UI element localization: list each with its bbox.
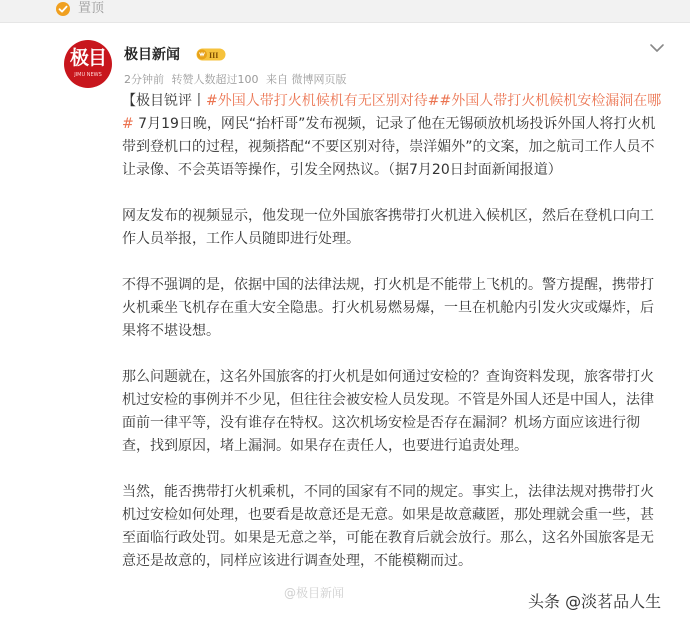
- avatar[interactable]: [64, 40, 112, 88]
- post-meta: [124, 72, 351, 88]
- post-source: 来自 微博网页版: [266, 73, 347, 86]
- repost-count: 转赞人数超过100: [171, 73, 259, 86]
- svg-text:III: III: [209, 51, 219, 60]
- weibo-post-card: [48, 23, 690, 627]
- paragraph-1-text: 7月19日晚，网民“抬杆哥”发布视频，记录了他在无锡硕放机场投诉外国人将打火机带到登机口的过程，视频搭配“不要区别对待，崇洋媚外”的文案，加之航司工作人员不让录像、不会英语等操作，引发全网热议。（据7月20日封面新闻报道）: [122, 116, 656, 178]
- pin-label: 置顶: [78, 1, 105, 16]
- paragraph-1: [122, 90, 662, 182]
- pin-icon: [55, 1, 71, 17]
- paragraph-5: 当然，能否携带打火机乘机，不同的国家有不同的规定。事实上，法律法规对携带打火机过安检如何处理，也要看是故意还是无意。如果是故意藏匿，那处理就会重一些，甚至面临行政处罚。如果是无意之举，可能在教育后就会放行。那么，这名外国旅客是无意还是故意的，同样应该进行调查处理，不能模糊而过。: [122, 484, 654, 569]
- vip-badge-icon: [196, 46, 226, 63]
- top-bar: [0, 0, 690, 23]
- post-time[interactable]: 2分钟前: [124, 73, 164, 86]
- post-content: [122, 90, 662, 596]
- watermark: @极目新闻: [284, 586, 345, 600]
- avatar-logo-text: 极目: [69, 47, 106, 69]
- avatar-logo-subtext: JIMU NEWS: [74, 72, 102, 78]
- toutiao-watermark: 头条 @淡茗品人生: [528, 592, 662, 611]
- chevron-down-icon[interactable]: [648, 41, 666, 55]
- hashtag-link-1[interactable]: #外国人带打火机候机有无区别对待#: [206, 93, 440, 109]
- paragraph-4: 那么问题就在，这名外国旅客的打火机是如何通过安检的？查询资料发现，旅客带打火机过安检的事例并不少见，但往往会被安检人员发现。不管是外国人还是中国人，法律面前一律平等，没有谁存在特权。这次机场安检是否存在漏洞？机场方面应该进行彻查，找到原因，堵上漏洞。如果存在责任人，也要进行追责处理。: [122, 369, 654, 454]
- paragraph-3: 不得不强调的是，依据中国的法律法规，打火机是不能带上飞机的。警方提醒，携带打火机乘坐飞机存在重大安全隐患。打火机易燃易爆，一旦在机舱内引发火灾或爆炸，后果将不堪设想。: [122, 277, 654, 339]
- comment-tag: 【极目锐评丨: [122, 93, 206, 109]
- author-name[interactable]: 极目新闻: [124, 47, 180, 63]
- hashtag-link-2[interactable]: #外国人带打火机候机安检漏洞在哪#: [122, 93, 662, 132]
- paragraph-2: 网友发布的视频显示，他发现一位外国旅客携带打火机进入候机区，然后在登机口向工作人员举报，工作人员随即进行处理。: [122, 208, 654, 247]
